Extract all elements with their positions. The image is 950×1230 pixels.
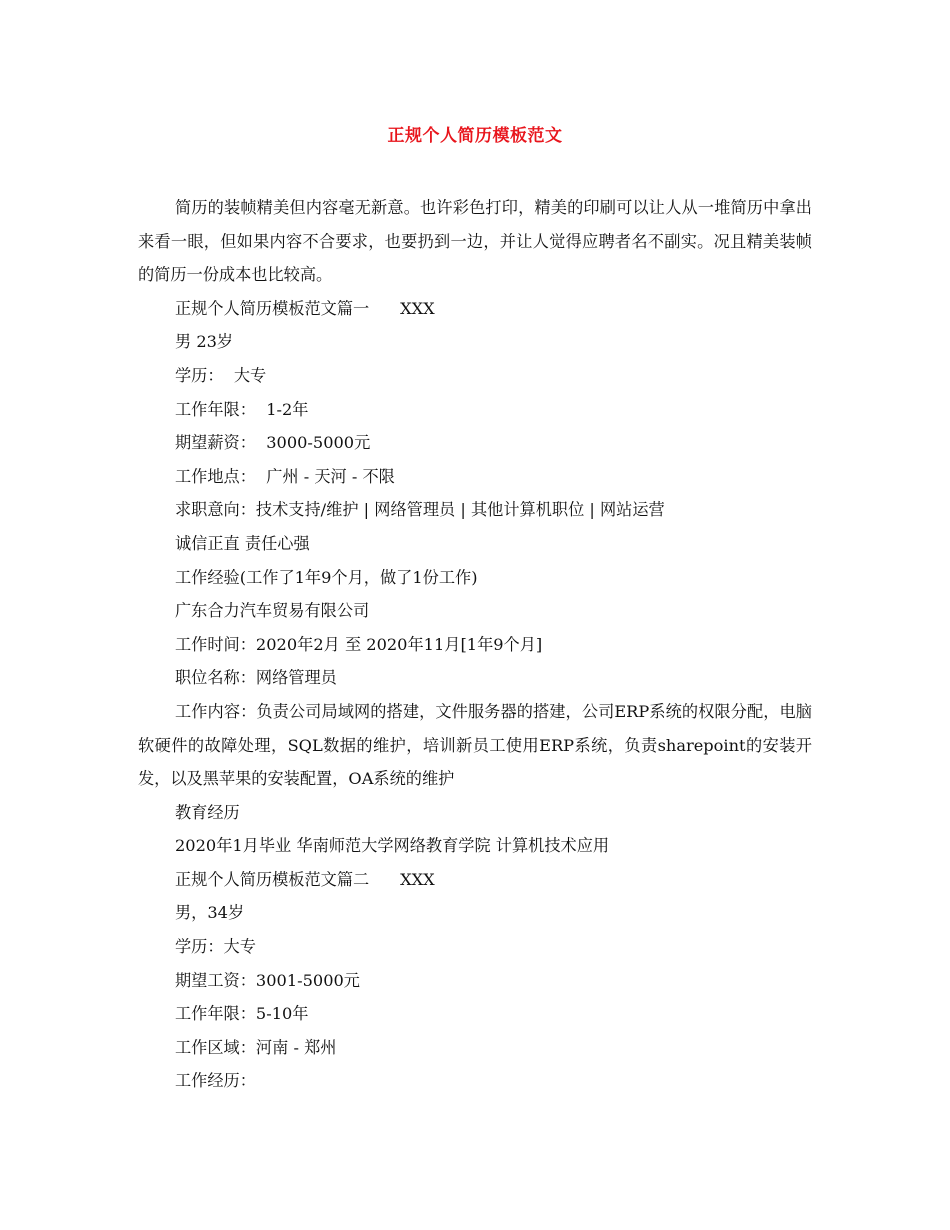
resume-one-work-experience-heading: 工作经验(工作了1年9个月，做了1份工作) (175, 567, 478, 587)
document-title: 正规个人简历模板范文 (387, 126, 563, 146)
resume-two-education: 学历：大专 (175, 937, 256, 957)
resume-one-work-period: 工作时间：2020年2月 至 2020年11月[1年9个月] (175, 634, 543, 654)
resume-one-heading: 正规个人简历模板范文篇一 XXX (175, 298, 435, 318)
resume-two-expected-salary: 期望工资：3001-5000元 (175, 970, 360, 990)
resume-one-gender-age: 男 23岁 (175, 332, 234, 352)
intro-paragraph: 简历的装帧精美但内容毫无新意。也许彩色打印，精美的印刷可以让人从一堆简历中拿出来看一眼，但如果内容不合要求，也要扔到一边，并让人觉得应聘者名不副实。况且精美装帧的简历一份成本也比较高。 (138, 198, 812, 285)
resume-one-job-content: 工作内容：负责公司局域网的搭建，文件服务器的搭建，公司ERP系统的权限分配，电脑软硬件的故障处理，SQL数据的维护，培训新员工使用ERP系统，负责sharepoint的安装开发，以及黑苹果的安装配置，OA系统的维护 (138, 701, 812, 789)
resume-one-education-heading: 教育经历 (175, 802, 240, 822)
resume-two-heading: 正规个人简历模板范文篇二 XXX (175, 869, 435, 889)
resume-two-work-area: 工作区域：河南 - 郑州 (175, 1037, 337, 1057)
document-body (138, 191, 812, 1098)
resume-one-education: 学历： 大专 (175, 365, 267, 385)
resume-one-expected-salary: 期望薪资： 3000-5000元 (175, 433, 371, 453)
resume-two-work-years: 工作年限：5-10年 (175, 1004, 309, 1024)
resume-one-company: 广东合力汽车贸易有限公司 (175, 601, 370, 621)
resume-one-job-intention: 求职意向：技术支持/维护 | 网络管理员 | 其他计算机职位 | 网站运营 (175, 500, 665, 520)
resume-one-position: 职位名称：网络管理员 (175, 668, 337, 688)
resume-one-work-location: 工作地点： 广州 - 天河 - 不限 (175, 466, 395, 486)
resume-two-gender-age: 男，34岁 (175, 903, 245, 923)
resume-two-work-history-heading: 工作经历： (175, 1071, 256, 1091)
resume-one-education-detail: 2020年1月毕业 华南师范大学网络教育学院 计算机技术应用 (175, 836, 610, 856)
resume-one-work-years: 工作年限： 1-2年 (175, 399, 309, 419)
resume-one-self-evaluation: 诚信正直 责任心强 (175, 533, 310, 553)
